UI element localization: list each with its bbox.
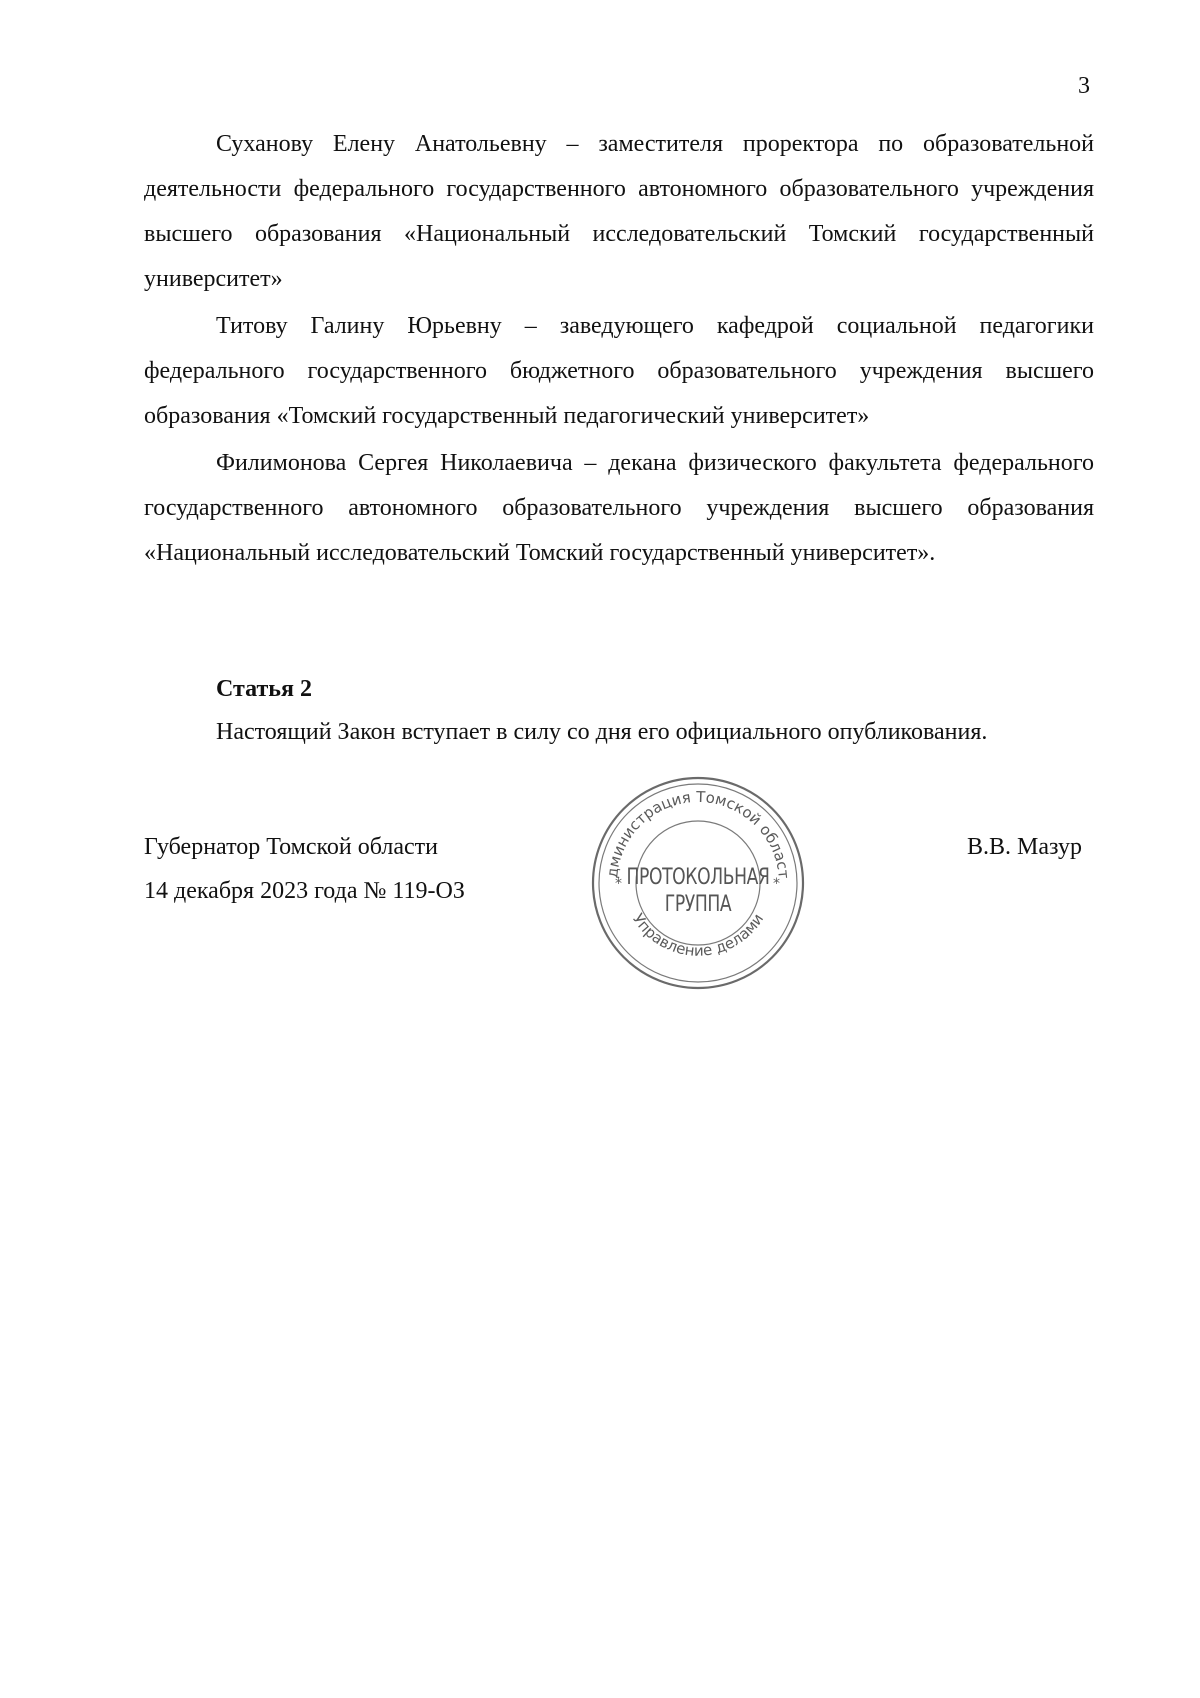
stamp-star-right: *: [773, 876, 780, 892]
stamp-star-left: *: [615, 876, 622, 892]
paragraph-sukhanova: Суханову Елену Анатольевну – заместителя проректора по образовательной деятельности федерального государственного автономного образовательного учреждения высшего образования «Национальный исследовательский Томский государственный университет»: [144, 131, 1094, 292]
stamp-top-arc-text: дминистрация Томской област: [603, 787, 793, 880]
page-number: 3: [1078, 73, 1090, 99]
article-body: Настоящий Закон вступает в силу со дня его официального опубликования.: [216, 719, 988, 745]
article-heading: Статья 2: [216, 676, 312, 702]
stamp-seal: [587, 772, 809, 994]
signer-name: В.В. Мазур: [967, 834, 1082, 860]
signer-date-number: 14 декабря 2023 года № 119-ОЗ: [144, 878, 465, 904]
paragraph-titova: Титову Галину Юрьевну – заведующего кафедрой социальной педагогики федерального государственного бюджетного образовательного учреждения высшего образования «Томский государственный педагогический университет»: [144, 313, 1094, 429]
stamp-center-line-1: ПРОТОКОЛЬНАЯ: [626, 865, 770, 890]
stamp-center-line-2: ГРУППА: [664, 892, 732, 917]
signer-title: Губернатор Томской области: [144, 834, 438, 860]
stamp-bottom-arc-text: Управление делами: [628, 910, 768, 960]
paragraph-filimonov: Филимонова Сергея Николаевича – декана физического факультета федерального государственного автономного образовательного учреждения высшего образования «Национальный исследовательский Томский государственный университет».: [144, 450, 1094, 566]
